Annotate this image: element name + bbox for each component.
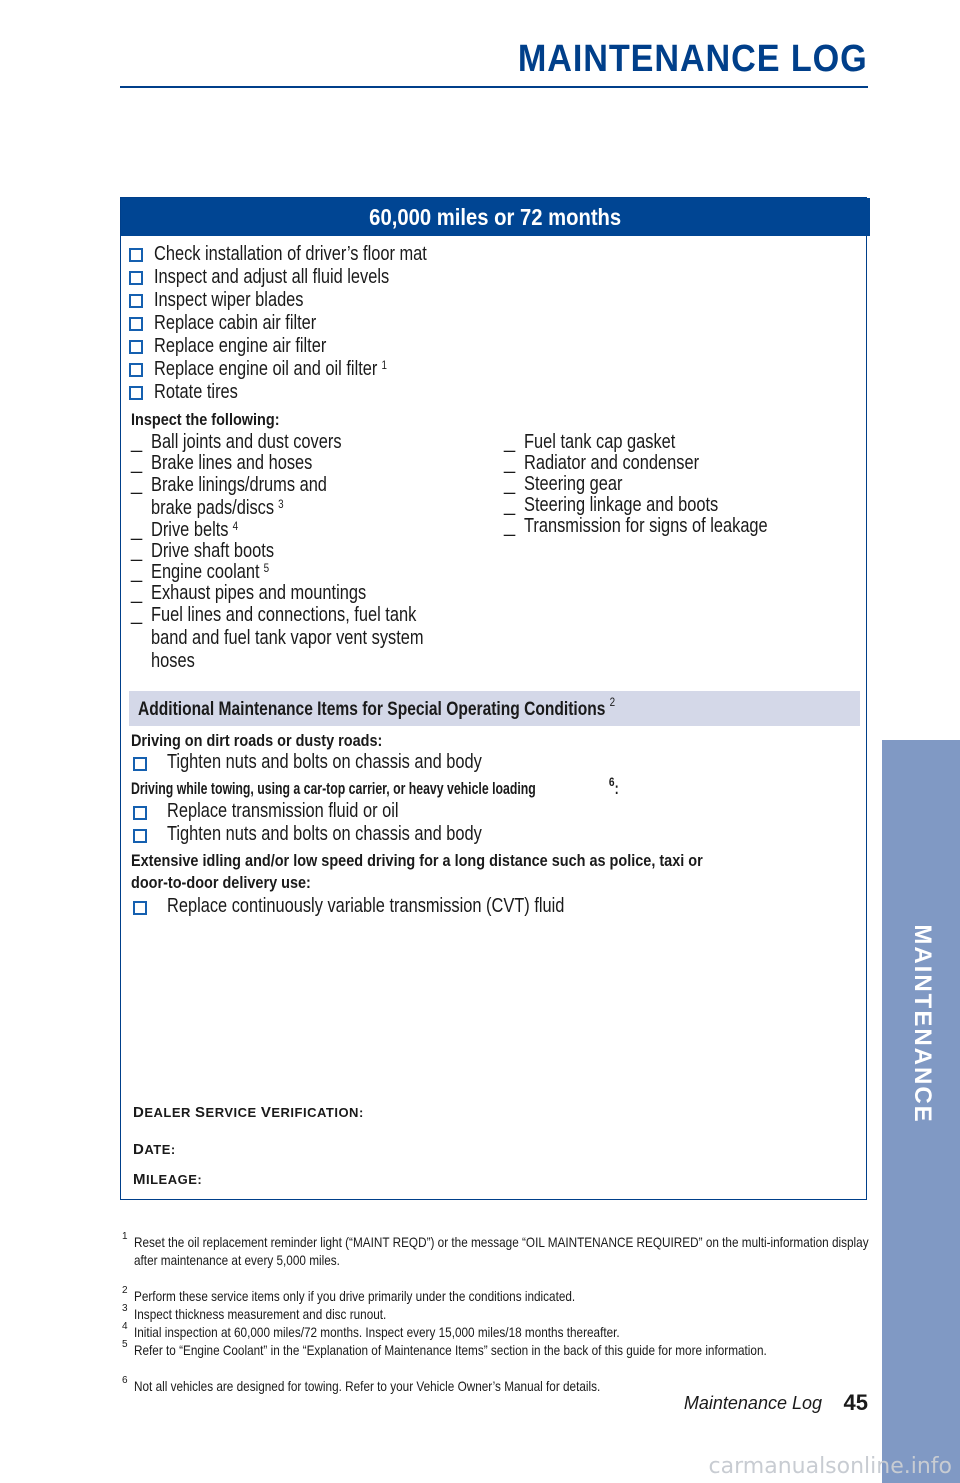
condition-checklist-item[interactable]: Replace transmission fluid or oil [131,800,449,823]
condition-checklist-item[interactable]: Tighten nuts and bolts on chassis and body [131,823,551,846]
idling-heading-cont: door-to-door delivery use: [131,873,311,892]
inspect-item: _ Brake linings/drums and brake pads/discs $^3$ [131,473,327,519]
inspect-item: _ Ball joints and dust covers [131,431,342,453]
title-divider [120,86,868,88]
idling-heading: Extensive idling and/or low speed driving for a long distance such as police, taxi or [131,851,703,870]
page-title: MAINTENANCE LOG [518,38,868,80]
checklist-item[interactable]: Check installation of driver’s floor mat [129,243,487,266]
service-checklist [129,243,487,404]
watermark: carmanualsonline.info [708,1454,952,1479]
footnote-ref: 3 [278,497,284,511]
footnote-ref: 5 [263,561,270,575]
checkbox-icon[interactable] [129,317,143,331]
footnote: 2 Perform these service items only if you drive primarily under the conditions indicated. [122,1285,576,1304]
condition-checklist-item[interactable]: Tighten nuts and bolts on chassis and body [131,751,551,774]
footnote: 6 Not all vehicles are designed for towing. Refer to your Vehicle Owner’s Manual for details. [122,1375,601,1394]
checkbox-icon[interactable] [133,806,147,820]
date-label: DATE: [133,1141,176,1158]
checkbox-icon[interactable] [129,271,143,285]
footnote-ref: 6 [608,775,615,789]
additional-maintenance-bar [129,691,860,726]
additional-maintenance-title: Additional Maintenance Items for Special Operating Conditions $^2$ [138,695,616,720]
inspect-list-left [131,432,521,673]
checklist-item[interactable]: Rotate tires [129,381,487,404]
checklist-item[interactable]: Replace engine air filter [129,335,487,358]
checklist-item[interactable]: Inspect and adjust all fluid levels [129,266,487,289]
checkbox-icon[interactable] [129,294,143,308]
footnote: 4 Initial inspection at 60,000 miles/72 months. Inspect every 15,000 miles/18 months thereafter. [122,1321,620,1340]
checklist-item[interactable]: Replace cabin air filter [129,312,487,335]
side-section-label: MAINTENANCE [909,924,936,1124]
inspect-item: _ Radiator and condenser [504,452,700,474]
inspect-item: _ Engine coolant $^5$ [131,561,270,583]
checkbox-icon[interactable] [129,248,143,262]
interval-header-text: 60,000 miles or 72 months [369,204,622,230]
checkbox-icon[interactable] [133,757,147,771]
interval-header [121,198,870,236]
footnote-ref: 2 [609,695,616,709]
inspect-item: _ Drive belts $^4$ [131,519,239,541]
checkbox-icon[interactable] [133,901,147,915]
inspect-item: _ Exhaust pipes and mountings [131,582,367,604]
footnote-ref: 4 [232,519,239,533]
dealer-verification-label: DEALER SERVICE VERIFICATION: [133,1104,364,1121]
towing-heading: Driving while towing, using a car-top carrier, or heavy vehicle loading $^6$: [131,775,619,798]
checkbox-icon[interactable] [129,386,143,400]
condition-checklist-item[interactable]: Replace continuously variable transmission (CVT) fluid [131,895,652,918]
mileage-label: MILEAGE: [133,1171,203,1188]
footnote: 5 Refer to “Engine Coolant” in the “Explanation of Maintenance Items” section in the back of this guide for more information. [122,1339,767,1358]
inspect-item: _ Steering linkage and boots [504,494,719,516]
side-section-tab [882,740,960,1483]
footnote: 1 Reset the oil replacement reminder light (“MAINT REQD”) or the message “OIL MAINTENANCE REQUIRED” on the multi-information display after maintenance at every 5,000 miles. [122,1231,869,1268]
checklist-item[interactable]: Replace engine oil and oil filter $^1$ [129,358,487,381]
checklist-item[interactable]: Inspect wiper blades [129,289,487,312]
footnote: 3 Inspect thickness measurement and disc runout. [122,1303,387,1322]
inspect-item: _ Fuel tank cap gasket [504,431,676,453]
footnote-ref: 1 [381,358,387,372]
inspect-item: _ Steering gear [504,473,623,495]
dirt-roads-heading: Driving on dirt roads or dusty roads: [131,731,383,750]
inspect-item: _ Transmission for signs of leakage [504,515,768,537]
footnotes [122,1233,868,1395]
inspect-list-right [504,432,821,537]
inspect-item: _ Brake lines and hoses [131,452,313,474]
maintenance-log-box [120,197,867,1200]
page-number: 45 [843,1390,868,1415]
checkbox-icon[interactable] [133,829,147,843]
inspect-item: _ Drive shaft boots [131,540,275,562]
footer-section-label: Maintenance Log [683,1393,822,1413]
inspect-heading: Inspect the following: [131,410,280,429]
checkbox-icon[interactable] [129,363,143,377]
inspect-item: _ Fuel lines and connections, fuel tank band and fuel tank vapor vent system hoses [131,603,424,672]
checkbox-icon[interactable] [129,340,143,354]
